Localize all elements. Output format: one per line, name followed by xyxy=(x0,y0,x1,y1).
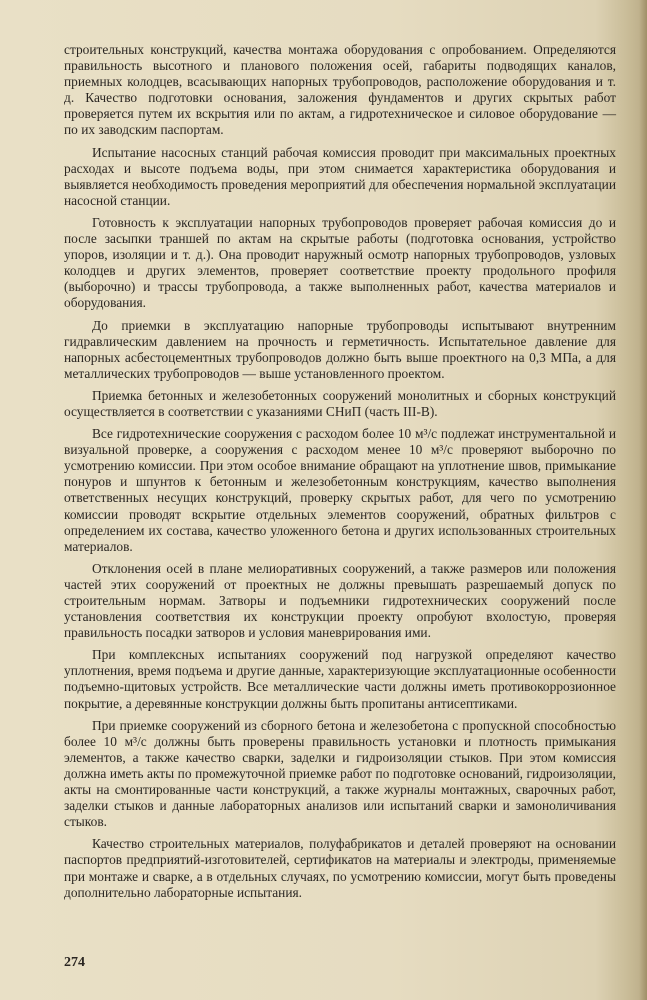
text-body xyxy=(64,42,616,907)
paragraph-3: Готовность к эксплуатации напорных трубопроводов проверяет рабочая комиссия до и после засыпки траншей по актам на скрытые работы (подготовка основания, устройство упоров, изоляции и т. д.). Она проводит наружный осмотр напорных трубопроводов, узловых колодцев и других элементов, проверяет соответствие проекту продольного профиля (выборочно) и трассы трубопровода, а также выполненных работ, качества материалов и оборудования. xyxy=(64,214,616,311)
paragraph-9: При приемке сооружений из сборного бетона и железобетона с пропускной способностью более 10 м³/с должны быть проверены правильность установки и плотность примыкания элементов, а также качество сварки, заделки и гидроизоляции стыков. При этом комиссия должна иметь акты по промежуточной приемке работ по подготовке оснований, гидроизоляции, акты на смонтированные части конструкций, а также журналы монтажных, сварочных работ, заделки стыков и данные лабораторных анализов или испытаний сварки и замоноличивания стыков. xyxy=(64,717,616,830)
paragraph-10: Качество строительных материалов, полуфабрикатов и деталей проверяют на основании паспортов предприятий-изготовителей, сертификатов на материалы и электроды, применяемые при монтаже и сварке, а в отдельных случаях, по усмотрению комиссии, могут быть проведены дополнительно лабораторные испытания. xyxy=(64,836,616,900)
page-number: 274 xyxy=(64,955,85,970)
page-edge-shadow xyxy=(639,0,647,1000)
paragraph-6: Все гидротехнические сооружения с расходом более 10 м³/с подлежат инструментальной и визуальной проверке, а сооружения с расходом менее 10 м³/с проверяют выборочно по усмотрению комиссии. При этом особое внимание обращают на уплотнение швов, примыкание понуров и шпунтов к бетонным и железобетонным конструкциям, качество выполнения ответственных несущих конструкций, проверку скрытых работ, для чего по усмотрению комиссии проводят вскрытие отдельных элементов сооружений, обратных фильтров с определением их состава, качество уложенного бетона и других использованных строительных материалов. xyxy=(64,426,616,554)
paragraph-4: До приемки в эксплуатацию напорные трубопроводы испытывают внутренним гидравлическим давлением на прочность и герметичность. Испытательное давление для напорных асбестоцементных трубопроводов должно быть выше проектного на 0,3 МПа, а для металлических трубопроводов — выше установленного проектом. xyxy=(64,317,616,381)
paragraph-5: Приемка бетонных и железобетонных сооружений монолитных и сборных конструкций осуществляется в соответствии с указаниями СНиП (часть III-В). xyxy=(64,387,616,419)
paragraph-8: При комплексных испытаниях сооружений под нагрузкой определяют качество уплотнения, время подъема и другие данные, характеризующие эксплуатационные особенности подъемно-щитовых устройств. Все металлические части должны иметь противокоррозионное покрытие, а деревянные конструкции должны быть пропитаны антисептиками. xyxy=(64,647,616,711)
paragraph-7: Отклонения осей в плане мелиоративных сооружений, а также размеров или положения частей этих сооружений от проектных не должны превышать разрешаемый допуск по строительным нормам. Затворы и подъемники гидротехнических сооружений после установления соответствия их конструкции проекту опробуют вхолостую, проверяя правильность посадки затворов и условия маневрирования ими. xyxy=(64,560,616,641)
paragraph-1: строительных конструкций, качества монтажа оборудования с опробованием. Определяются правильность высотного и планового положения осей, габариты подводящих каналов, приемных колодцев, всасывающих напорных трубопроводов, расположение оборудования и т. д. Качество подготовки основания, заложения фундаментов и других скрытых работ проверяется путем их вскрытия или по актам, а гидротехническое и силовое оборудование — по их заводским паспортам. xyxy=(64,42,616,138)
paragraph-2: Испытание насосных станций рабочая комиссия проводит при максимальных проектных расходах и высоте подъема воды, при этом снимается характеристика оборудования и выявляется необходимость проведения мероприятий для обеспечения нормальной эксплуатации насосной станции. xyxy=(64,144,616,208)
